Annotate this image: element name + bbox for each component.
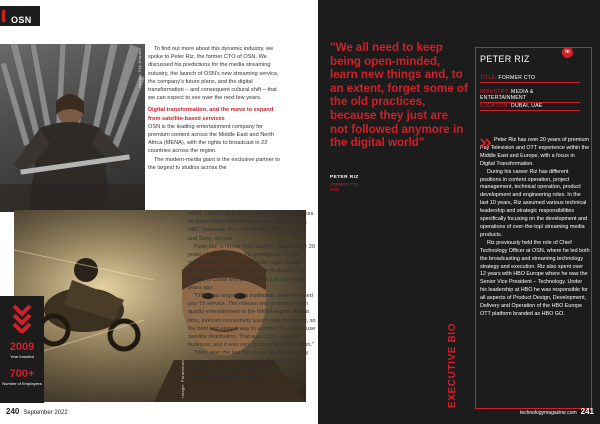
- executive-bio-label: EXECUTIVE BIO: [447, 322, 458, 408]
- footer-right: [520, 407, 594, 416]
- bio-industry-value: MEDIA & ENTERTAINMENT: [480, 89, 534, 101]
- section-label: OSN: [11, 15, 32, 25]
- article-paragraph: OSN is the leading entertainment company for premium content across the Middle East and North Africa (MENA), with the rights to broadcast in 22 countries across the region.: [148, 123, 274, 155]
- bio-industry-field: [480, 89, 580, 103]
- throne-photo: [0, 44, 145, 212]
- footer-left: [6, 407, 68, 416]
- quote-company-line: OSN: [330, 187, 340, 193]
- bio-paragraph: Peter Riz has over 20 years of premium Pay Television and OTT experience within the Middle East and Europe, with a focus in Digital Transformation.: [480, 137, 590, 167]
- bio-industry-key: INDUSTRY:: [480, 89, 510, 95]
- bio-text: [480, 137, 590, 319]
- article-paragraph: world – across both its box and streaming services. Its partnerships with studio majors include HBO, NBC Universal, Fox, Paramount, MGM, Disney, and Sony, no less.: [188, 211, 315, 242]
- bio-name: PETER RIZ: [480, 54, 530, 64]
- bio-location-value: DUBAI, UAE: [511, 103, 543, 109]
- page-number: 241: [580, 407, 594, 416]
- issue-date: September 2022: [23, 410, 68, 416]
- site-url: technologymagazine.com: [519, 410, 577, 416]
- section-tag: [0, 6, 40, 26]
- article-paragraph: Then, over the last few years, as the tendency and trends turned to digital distribution, OSN followed suit and also shifted focus to the streaming experience, instead: [188, 350, 309, 382]
- photo-credit: Image: Paramount: [180, 360, 185, 398]
- photo-credit: Image: Sky Atlantic: [137, 48, 142, 88]
- stat-employees-label: Number of Employees: [2, 381, 42, 386]
- bio-location-field: [480, 103, 580, 111]
- quote-title-line: FORMER CTO: [330, 182, 359, 187]
- bio-title-field: [480, 75, 580, 83]
- article-column-2: [188, 210, 316, 382]
- quote-attribution-name: PETER RIZ: [330, 175, 359, 180]
- article-paragraph: To find out more about this dynamic industry, we spoke to Peter Riz, the former CTO of OSN. We discussed his predictions for the media streaming industry, the launch of OSN's new streaming service, the company's future plans, and the digital transformation – and consequent cultural shift – that we can expect to see over the next few years.: [148, 46, 279, 102]
- throne-illustration: [0, 44, 145, 212]
- bio-title-key: TITLE:: [480, 75, 497, 81]
- article-paragraph: Peter Riz, a recent OSN addition, boasts over 20 years of experience in the prestigious TV and media industry, having overseen rapid change during his tenure. Originally from Budapest, Riz moved to Dubai and joined OSN just over three years ago.: [188, 243, 315, 291]
- article-paragraph: "OSN was originally a traditional, satellite-based pay TV service. The mission was to provide high quality entertainment to the MENA region. At that time, internet connectivity wasn't that developed, so the best and easiest way to achieve this was to use satellite distribution. That was OSN's original business, and it was very successful in the region.": [188, 293, 316, 349]
- article-column-1: [148, 45, 284, 172]
- article-subhead: Digital transformation, and the move to expand from satellite-based services: [148, 107, 274, 122]
- company-stats: [0, 296, 44, 403]
- linkedin-icon[interactable]: in: [562, 47, 573, 58]
- page-number: 240: [6, 407, 20, 416]
- right-page: [318, 0, 600, 424]
- pull-quote: "We all need to keep being open-minded, learn new things and, to an extent, forget some of the old practices, because they just are not followed anymore in the digital world": [330, 41, 468, 150]
- stat-employees: 700+: [9, 368, 35, 380]
- bio-paragraph: Riz previously held the role of Chief Technology Officer at OSN, where he led both the broadcasting and streaming technology strategy and execution. Riz also spent over 12 years with HBO Europe where he was the Senior Vice President – Technology. Under his leadership at HBO he was responsible for all aspects of Product Design, Development, Delivery and Operation of the HBO Europe OTT platform branded as HBO GO.: [480, 239, 590, 317]
- stat-year-label: Year founded: [10, 354, 34, 359]
- bio-title-value: FORMER CTO: [498, 75, 536, 81]
- bio-paragraph: During his career Riz has different positions in content operation, project management, technical operation, product development and engineering roles. In the last 10 years, Riz assumed various technical leadership and strategic responsibilities specifically focusing on the development and operations of over-the-top/ streaming media products.: [480, 168, 587, 238]
- stat-year-founded: 2009: [9, 341, 35, 353]
- chevron-down-icon: [12, 303, 32, 333]
- bio-location-key: LOCATION:: [480, 103, 510, 109]
- article-paragraph: The modern-media giant is the exclusive partner to the largest tv studios across the: [148, 156, 280, 171]
- chevron-right-icon: [480, 138, 492, 148]
- quote-attribution-title: [330, 182, 358, 193]
